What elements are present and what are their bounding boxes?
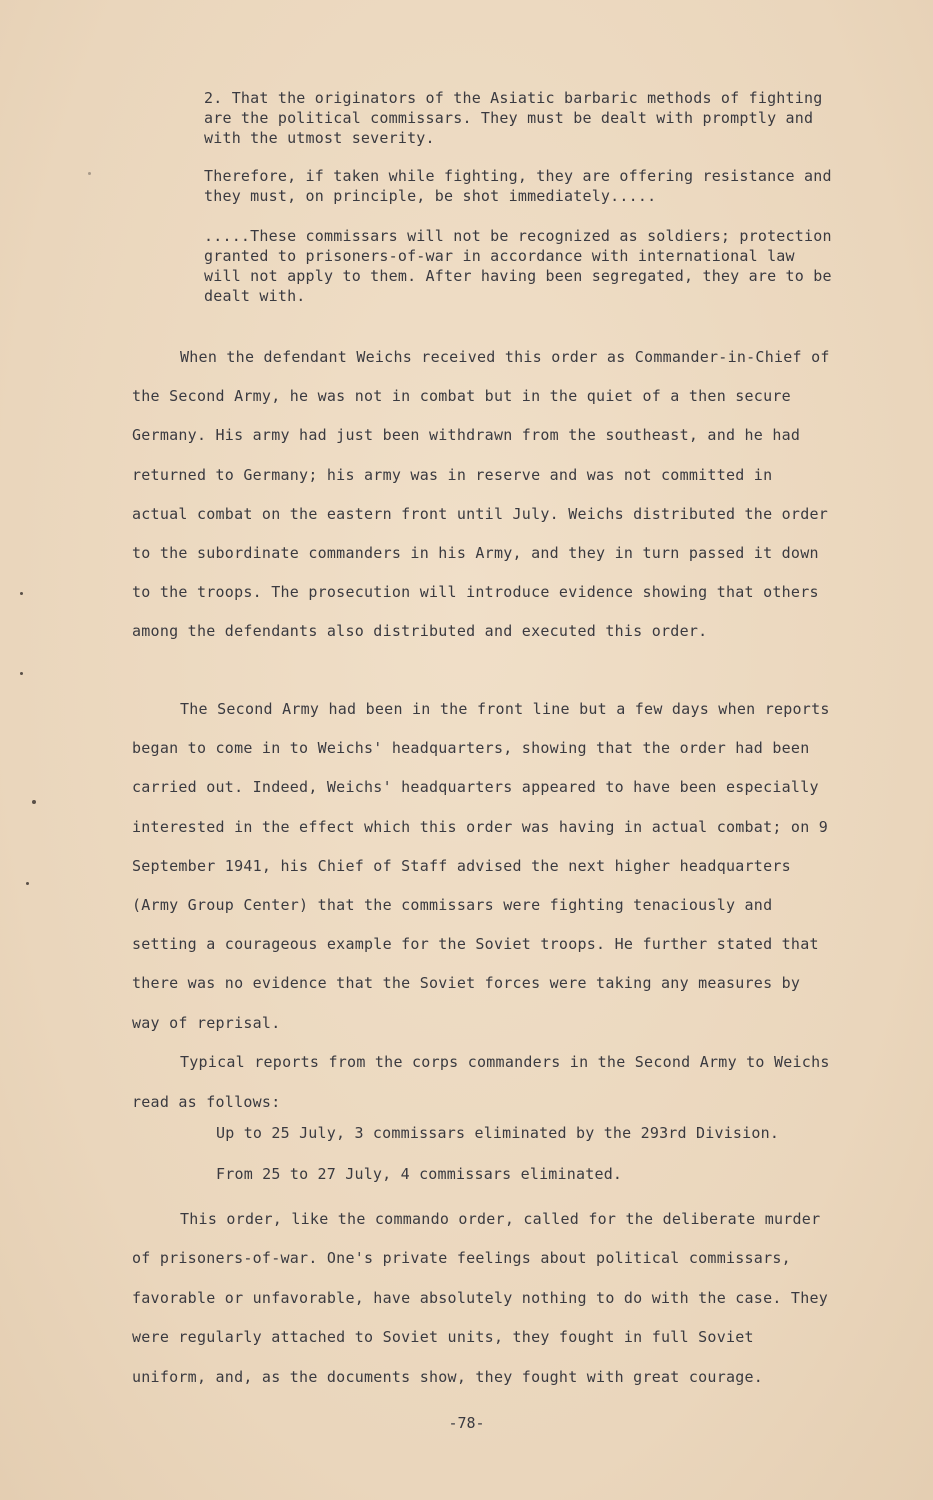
paragraph-text: This order, like the commando order, called for the deliberate murder of prisoners-of-war. One's private feelings about political commissars, favorable or unfavorable, have absolutely nothing to do with the case. They were regularly attached to Soviet units, they fought in full Soviet uniform, and, as the documents show, they fought with great courage. <box>132 1210 829 1386</box>
paragraph-text: When the defendant Weichs received this order as Commander-in-Chief of the Second Army, he was not in combat but in the quiet of a then secure Germany. His army had just been withdrawn from the southeast, and he had returned to Germany; his army was in reserve and was not committed in actual combat on the eastern front until July. Weichs distributed the order to the subordinate commanders in his Army, and they in turn passed it down to the troops. The prosecution will introduce evidence showing that others among the defendants also distributed and executed this order. <box>132 348 830 641</box>
paragraph-typical-reports <box>132 1042 832 1122</box>
paper-speck <box>26 882 29 885</box>
quoted-order-point-2: 2. That the originators of the Asiatic barbaric methods of fighting are the political commissars. They must be dealt with promptly and with the utmost severity. <box>204 89 823 147</box>
page-number: -78- <box>448 1414 485 1432</box>
paragraph-text: Typical reports from the corps commanders in the Second Army to Weichs read as follows: <box>132 1053 830 1111</box>
paragraph-deliberate-murder <box>132 1200 832 1397</box>
quoted-order-not-recognized: .....These commissars will not be recognized as soldiers; protection granted to prisoners-of-war in accordance with international law will not apply to them. After having been segregated, they are to be dealt with. <box>204 227 832 305</box>
paper-speck <box>20 592 23 595</box>
paragraph-second-army-reports <box>132 690 832 1043</box>
paper-speck <box>88 172 91 175</box>
quoted-order-therefore: Therefore, if taken while fighting, they are offering resistance and they must, on principle, be shot immediately..... <box>204 167 832 205</box>
report-line-1: Up to 25 July, 3 commissars eliminated by the 293rd Division. <box>216 1124 780 1142</box>
report-line-2: From 25 to 27 July, 4 commissars eliminated. <box>216 1165 623 1183</box>
paper-speck <box>20 672 23 675</box>
paragraph-weichs-received-order <box>132 338 832 652</box>
paper-speck <box>32 800 36 804</box>
paragraph-text: The Second Army had been in the front line but a few days when reports began to come in to Weichs' headquarters, showing that the order had been carried out. Indeed, Weichs' headquarters appeared to have been especially interested in the effect which this order was having in actual combat; on 9 September 1941, his Chief of Staff advised the next higher headquarters (Army Group Center) that the commissars were fighting tenaciously and setting a courageous example for the Soviet troops. He further stated that there was no evidence that the Soviet forces were taking any measures by way of reprisal. <box>132 700 830 1032</box>
